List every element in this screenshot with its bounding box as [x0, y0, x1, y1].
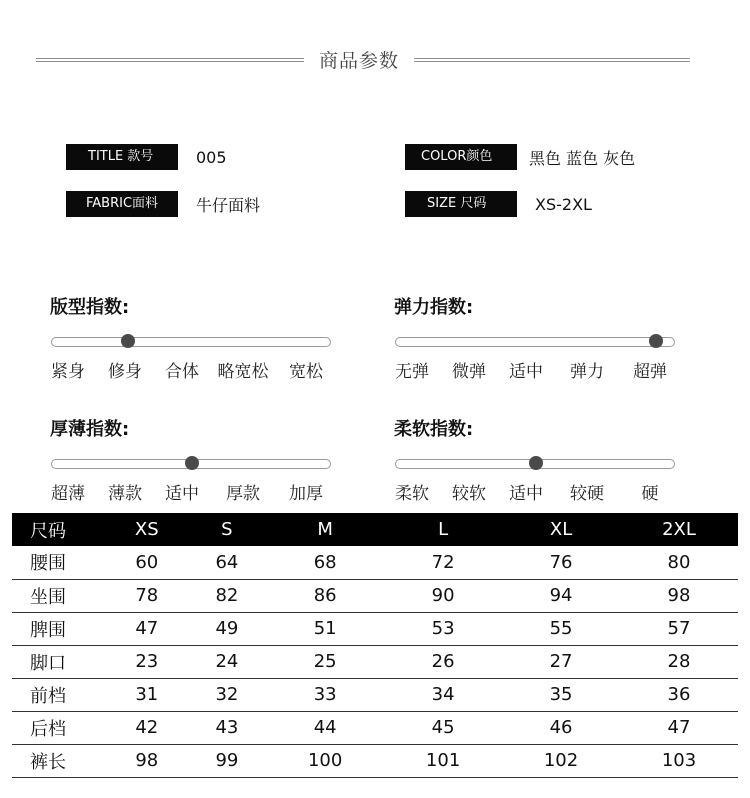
table-cell: 76 — [502, 546, 620, 579]
param-title — [66, 143, 227, 171]
fit-scale-label: 合体 — [165, 362, 199, 382]
thickness-index-label: 厚薄指数: — [50, 419, 130, 440]
table-row-label: 前档 — [12, 678, 106, 711]
header-divider-right — [414, 58, 690, 62]
thickness-index-scale — [50, 479, 340, 503]
header-divider-left — [36, 58, 304, 62]
table-cell: 101 — [384, 744, 502, 777]
table-cell: 32 — [188, 678, 267, 711]
param-size-value: XS-2XL — [535, 194, 592, 214]
table-cell: 27 — [502, 645, 620, 678]
softness-scale-label: 适中 — [509, 484, 543, 504]
table-cell: 42 — [106, 711, 188, 744]
table-row-label: 裤长 — [12, 744, 106, 777]
param-color-badge: COLOR颜色 — [405, 144, 517, 170]
table-cell: 51 — [266, 612, 384, 645]
param-fabric-value: 牛仔面料 — [196, 195, 261, 215]
table-cell: 49 — [188, 612, 267, 645]
param-color-value: 黑色 蓝色 灰色 — [529, 148, 636, 168]
table-cell: 53 — [384, 612, 502, 645]
table-cell: 28 — [620, 645, 738, 678]
size-table-header-row — [12, 513, 738, 546]
table-cell: 24 — [188, 645, 267, 678]
table-cell: 35 — [502, 678, 620, 711]
table-row-label: 脾围 — [12, 612, 106, 645]
table-cell: 64 — [188, 546, 267, 579]
elastic-index-track — [395, 337, 675, 347]
table-row — [12, 546, 738, 579]
elastic-scale-label: 弹力 — [570, 362, 604, 382]
thickness-scale-label: 加厚 — [289, 484, 323, 504]
table-cell: 82 — [188, 579, 267, 612]
size-table-header-cell: 尺码 — [12, 513, 106, 546]
softness-index — [394, 417, 684, 503]
table-cell: 68 — [266, 546, 384, 579]
param-title-value: 005 — [196, 147, 227, 167]
size-table-header-cell: XS — [106, 513, 188, 546]
thickness-index-knob — [185, 456, 199, 470]
fit-index-track — [51, 337, 331, 347]
table-row — [12, 579, 738, 612]
thickness-scale-label: 适中 — [165, 484, 199, 504]
size-table-header-cell: 2XL — [620, 513, 738, 546]
table-cell: 31 — [106, 678, 188, 711]
table-row-label: 脚口 — [12, 645, 106, 678]
table-cell: 60 — [106, 546, 188, 579]
table-row — [12, 645, 738, 678]
softness-scale-label: 较软 — [452, 484, 486, 504]
softness-scale-label: 较硬 — [570, 484, 604, 504]
table-cell: 43 — [188, 711, 267, 744]
table-cell: 44 — [266, 711, 384, 744]
table-cell: 78 — [106, 579, 188, 612]
thickness-scale-label: 厚款 — [226, 484, 260, 504]
table-cell: 72 — [384, 546, 502, 579]
elastic-scale-label: 微弹 — [452, 362, 486, 382]
table-cell: 47 — [106, 612, 188, 645]
table-row — [12, 678, 738, 711]
table-cell: 99 — [188, 744, 267, 777]
elastic-index — [394, 295, 684, 381]
table-cell: 45 — [384, 711, 502, 744]
table-cell: 47 — [620, 711, 738, 744]
table-row — [12, 744, 738, 777]
fit-scale-label: 略宽松 — [217, 362, 269, 382]
param-size-badge: SIZE 尺码 — [405, 191, 517, 217]
table-row-label: 坐围 — [12, 579, 106, 612]
table-cell: 36 — [620, 678, 738, 711]
size-table-header-cell: S — [188, 513, 267, 546]
softness-index-knob — [529, 456, 543, 470]
thickness-scale-label: 超薄 — [51, 484, 85, 504]
section-title: 商品参数 — [318, 50, 399, 72]
softness-index-scale — [394, 479, 684, 503]
size-table-header-cell: M — [266, 513, 384, 546]
table-cell: 23 — [106, 645, 188, 678]
param-fabric-badge: FABRIC面料 — [66, 191, 178, 217]
table-row — [12, 711, 738, 744]
fit-index-label: 版型指数: — [50, 297, 130, 318]
elastic-index-knob — [649, 334, 663, 348]
elastic-scale-label: 适中 — [509, 362, 543, 382]
table-cell: 57 — [620, 612, 738, 645]
table-row — [12, 612, 738, 645]
table-cell: 46 — [502, 711, 620, 744]
table-cell: 98 — [106, 744, 188, 777]
thickness-scale-label: 薄款 — [108, 484, 142, 504]
thickness-index — [50, 417, 340, 503]
param-size — [405, 190, 592, 218]
fit-index — [50, 295, 340, 381]
size-table-header-cell: XL — [502, 513, 620, 546]
section-header — [0, 40, 750, 80]
fit-scale-label: 紧身 — [51, 362, 85, 382]
table-cell: 86 — [266, 579, 384, 612]
table-cell: 25 — [266, 645, 384, 678]
elastic-scale-label: 无弹 — [395, 362, 429, 382]
table-row-label: 腰围 — [12, 546, 106, 579]
param-color — [405, 143, 635, 171]
elastic-index-scale — [394, 357, 684, 381]
table-cell: 55 — [502, 612, 620, 645]
size-table — [12, 513, 738, 778]
table-cell: 94 — [502, 579, 620, 612]
table-cell: 103 — [620, 744, 738, 777]
fit-scale-label: 宽松 — [289, 362, 323, 382]
fit-index-scale — [50, 357, 340, 381]
fit-scale-label: 修身 — [108, 362, 142, 382]
table-cell: 98 — [620, 579, 738, 612]
table-cell: 80 — [620, 546, 738, 579]
table-row-label: 后档 — [12, 711, 106, 744]
table-cell: 90 — [384, 579, 502, 612]
size-table-header-cell: L — [384, 513, 502, 546]
softness-index-label: 柔软指数: — [394, 419, 474, 440]
table-cell: 34 — [384, 678, 502, 711]
elastic-scale-label: 超弹 — [633, 362, 667, 382]
elastic-index-label: 弹力指数: — [394, 297, 474, 318]
table-cell: 102 — [502, 744, 620, 777]
softness-scale-label: 柔软 — [395, 484, 429, 504]
table-cell: 26 — [384, 645, 502, 678]
thickness-index-track — [51, 459, 331, 469]
softness-scale-label: 硬 — [641, 484, 659, 504]
param-title-badge: TITLE 款号 — [66, 144, 178, 170]
softness-index-track — [395, 459, 675, 469]
table-cell: 33 — [266, 678, 384, 711]
param-fabric — [66, 190, 260, 218]
fit-index-knob — [121, 334, 135, 348]
table-cell: 100 — [266, 744, 384, 777]
